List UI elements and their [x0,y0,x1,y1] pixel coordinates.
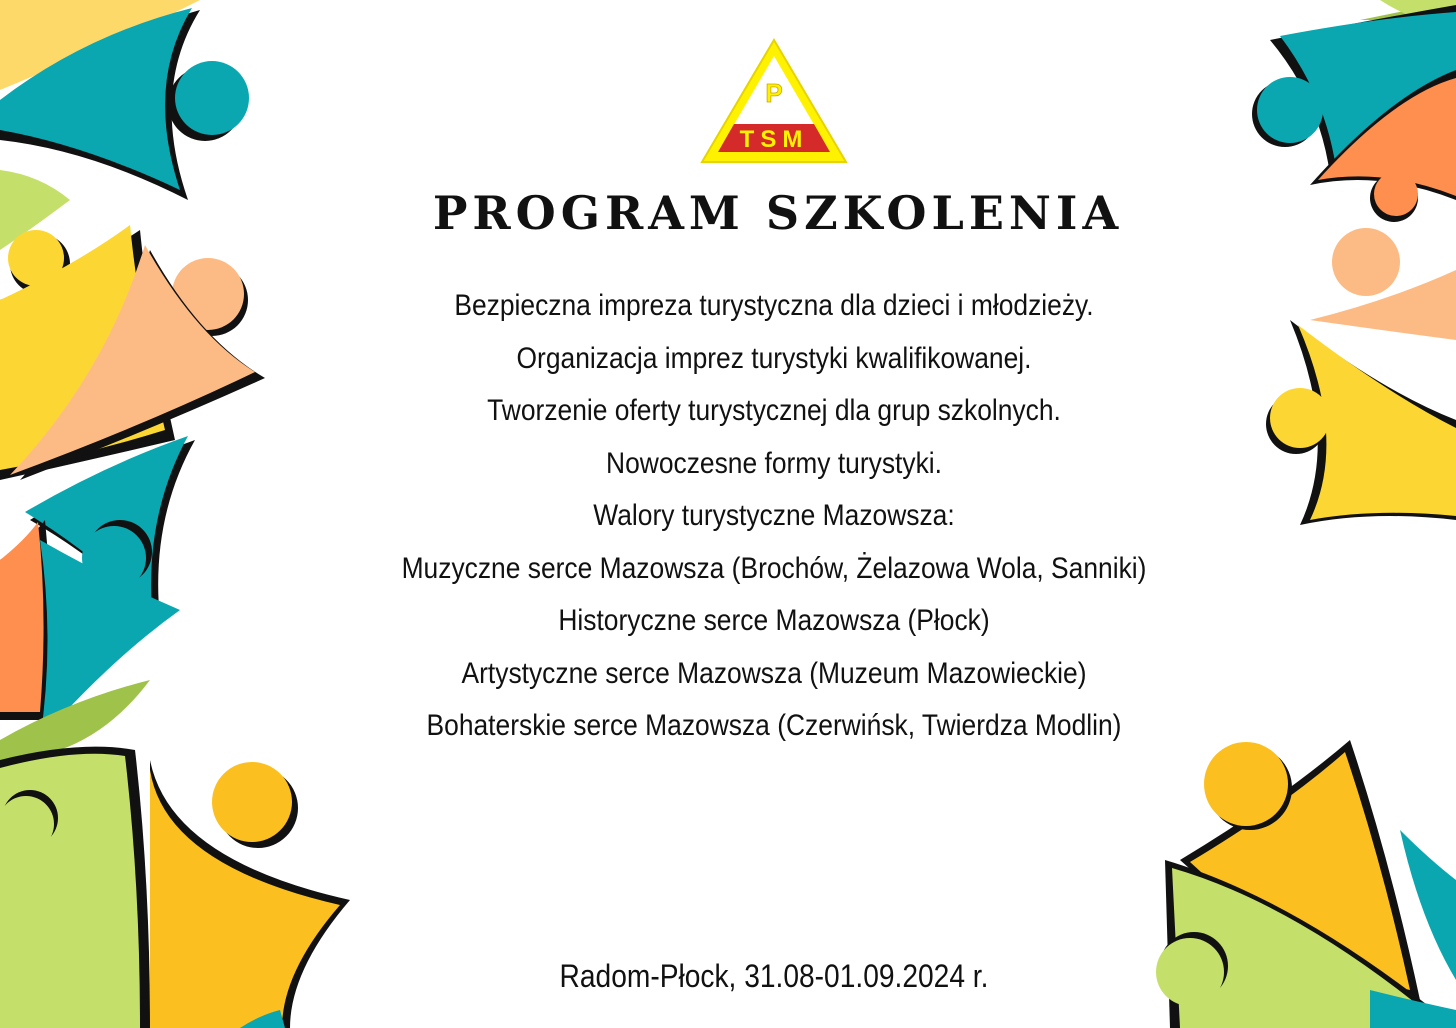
program-item: Tworzenie oferty turystycznej dla grup szkolnych. [487,394,1061,427]
program-item: Muzyczne serce Mazowsza (Brochów, Żelazowa Wola, Sanniki) [401,551,1147,585]
logo-top-letter: P [765,78,783,108]
program-item: Historyczne serce Mazowsza (Płock) [558,604,990,637]
program-list [300,280,1248,753]
program-item: Bohaterskie serce Mazowsza (Czerwińsk, Twierdza Modlin) [426,709,1122,742]
program-item: Bezpieczna impreza turystyczna dla dzieci i młodzieży. [454,289,1094,322]
logo-bottom-text: TSM [739,126,809,153]
program-item: Artystyczne serce Mazowsza (Muzeum Mazowieckie) [461,656,1087,690]
program-item: Organizacja imprez turystyki kwalifikowanej. [516,341,1032,375]
page-title: PROGRAM SZKOLENIA [432,186,1124,240]
program-item: Walory turystyczne Mazowsza: [593,499,955,532]
program-item: Nowoczesne formy turystyki. [606,446,942,480]
place-and-date: Radom-Płock, 31.08-01.09.2024 r. [559,958,989,994]
left-decoration [0,0,350,1028]
ptsm-logo [696,34,852,170]
